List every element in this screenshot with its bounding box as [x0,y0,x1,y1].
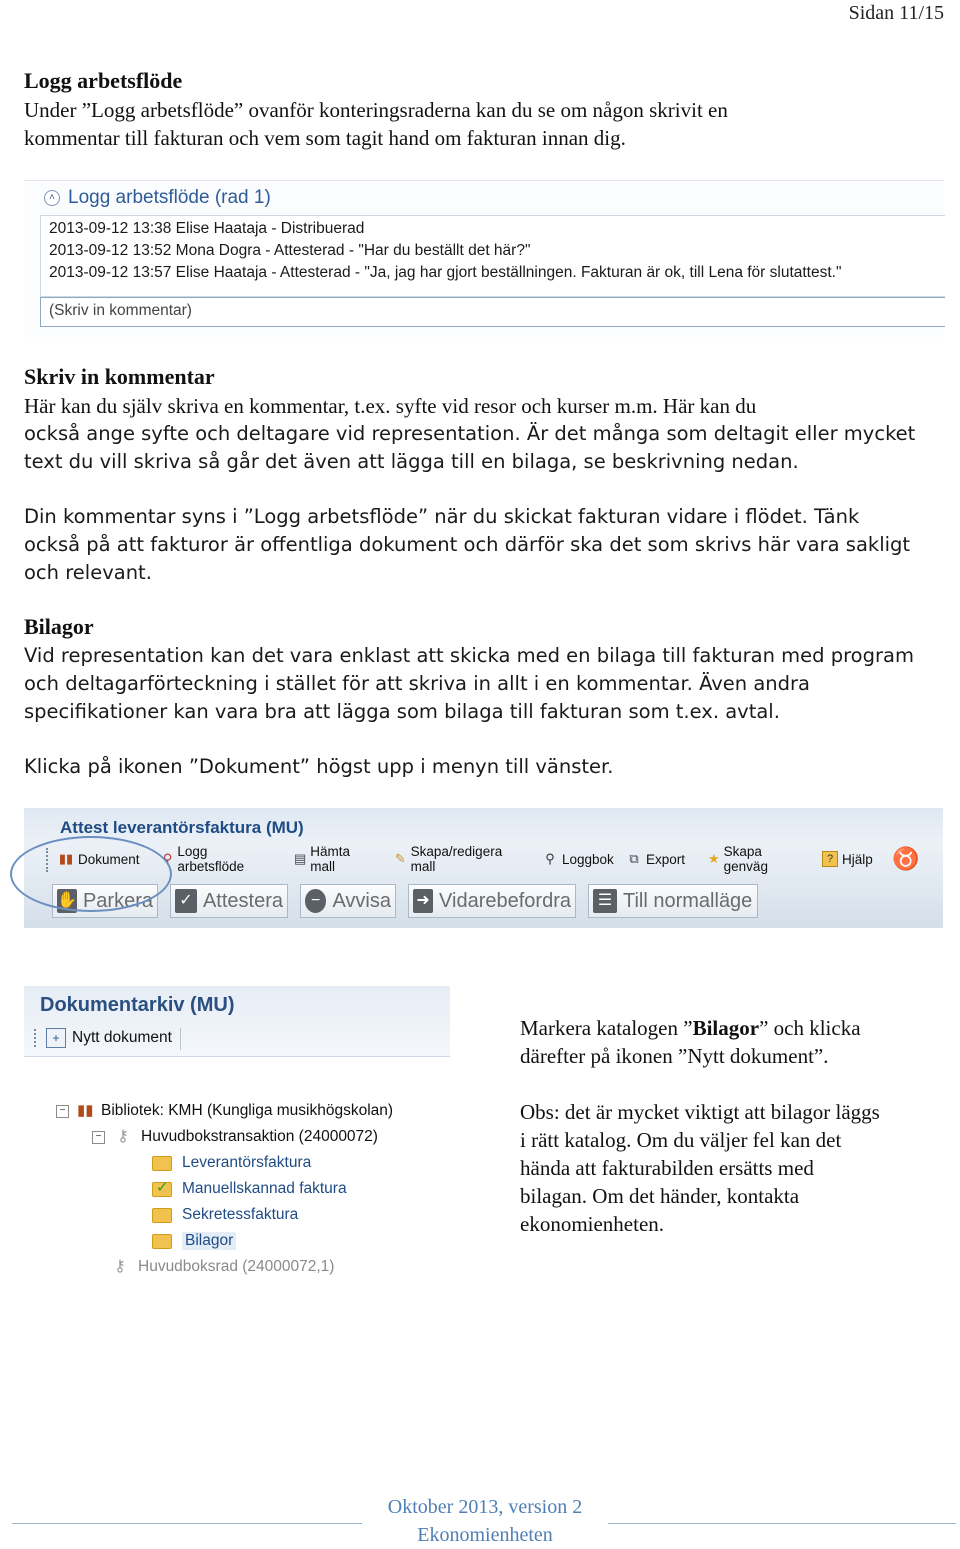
side-note-line: i rätt katalog. Om du väljer fel kan det [520,1128,842,1152]
list-icon: ☰ [593,889,617,913]
books-icon: ▮▮ [58,851,74,866]
normallage-button[interactable] [588,884,758,918]
side-note-line: därefter på ikonen ”Nytt dokument”. [520,1044,829,1068]
instruction-text: Klicka på ikonen ”Dokument” högst upp i menyn till vänster. [24,755,614,778]
menu-label: Hämta mall [310,844,351,874]
collapse-icon[interactable]: − [56,1105,69,1118]
page-number: Sidan 11/15 [848,2,944,24]
folder-label: Sekretessfaktura [182,1206,299,1223]
side-note-1 [520,1014,950,1070]
collapse-icon[interactable]: − [92,1131,105,1144]
folder-label: Leverantörsfaktura [182,1154,312,1171]
text-line: Vid representation kan det vara enklast att skicka med en bilaga till fakturan med program [24,644,914,667]
folder-label: Manuellskannad faktura [182,1180,347,1197]
tree-folder-sekretessfaktura[interactable] [152,1206,298,1224]
section-heading-comment: Skriv in kommentar [24,364,215,389]
section-heading-log: Logg arbetsflöde [24,68,183,93]
check-icon: ✓ [175,889,197,913]
menu-item-logg[interactable] [162,846,249,872]
forward-icon: ➜ [413,889,433,913]
menu-item-export[interactable] [626,846,685,872]
avvisa-button[interactable] [300,884,396,918]
footer-divider-left [12,1523,362,1524]
log-entry: 2013-09-12 13:52 Mona Dogra - Attesterad - "Har du beställt det här?" [49,242,531,259]
tree-folder-leverantorsfaktura[interactable] [152,1154,311,1172]
attestera-button[interactable] [170,884,288,918]
menu-label: Hjälp [842,851,873,867]
tree-row[interactable] [110,1258,334,1276]
tree-ledger-label: Huvudbokstransaktion (24000072) [141,1128,378,1145]
section-text-comment-2 [24,503,910,587]
section-heading-attachments: Bilagor [24,614,94,639]
window-title: Attest leverantörsfaktura (MU) [60,818,304,837]
text-line: också på att fakturor är offentliga dokument och därför ska det som skrivs här vara sakligt [24,533,911,556]
side-note-line: hända att fakturabilden ersätts med [520,1156,814,1180]
tree-library-label: Bibliotek: KMH (Kungliga musikhögskolan) [101,1102,394,1119]
hand-icon: ✋ [57,889,77,913]
folder-label: Bilagor [182,1232,236,1250]
comment-placeholder: (Skriv in kommentar) [49,302,192,319]
side-note-line: ekonomienheten. [520,1212,665,1236]
tree-library[interactable] [56,1102,393,1120]
log-panel-screenshot [24,180,944,337]
text-line: Under ”Logg arbetsflöde” ovanför konteringsraderna kan du se om någon skrivit en [24,98,728,122]
pencil-icon: ✎ [394,851,406,866]
collapse-icon[interactable]: ˄ [44,190,60,206]
log-panel-title: Logg arbetsflöde (rad 1) [68,187,271,208]
button-label: Till normalläge [623,889,753,912]
vidarebefordra-button[interactable] [408,884,576,918]
minus-icon: − [305,889,326,913]
text-line: och relevant. [24,561,152,584]
footer-department: Ekonomienheten [417,1524,553,1546]
text-line: kommentar till fakturan och vem som tagit hand om fakturan innan dig. [24,126,626,150]
text-line: specifikationer kan vara bra att lägga som bilaga till fakturan som t.ex. avtal. [24,700,780,723]
footer-version: Oktober 2013, version 2 [387,1496,583,1518]
text-span: ” och klicka [759,1016,861,1040]
books-icon: ▮▮ [77,1102,94,1119]
tree-row-label: Huvudboksrad (24000072,1) [138,1258,335,1275]
text-span: Markera katalogen ” [520,1016,693,1040]
menu-item-genvag[interactable] [708,846,772,872]
folder-icon [152,1156,172,1171]
section-text-attachments [24,642,914,726]
menu-item-hamta-mall[interactable] [294,846,354,872]
toolbar-grip [34,1029,38,1047]
section-text-comment [24,392,915,476]
menu-label: Skapa genväg [723,844,768,874]
archive-title: Dokumentarkiv (MU) [40,994,235,1016]
key-icon: ⚷ [114,1258,126,1275]
menu-label: Loggbok [562,851,614,867]
text-line: också ange syfte och deltagare vid representation. Är det många som deltagit eller mycket [24,422,916,445]
text-line: Här kan du själv skriva en kommentar, t.ex. syfte vid resor och kurser m.m. Här kan du [24,394,757,418]
new-document-label: Nytt dokument [72,1029,172,1046]
new-document-icon: + [46,1028,66,1048]
bold-text: Bilagor [692,1016,760,1040]
help-icon: ? [822,851,838,867]
button-label: Vidarebefordra [439,889,571,912]
side-note-line: Obs: det är mycket viktigt att bilagor läggs [520,1100,880,1124]
log-entries-box [40,215,945,297]
menu-label: Dokument [78,851,140,867]
archive-header [24,986,450,1057]
menu-label: Logg arbetsflöde [177,844,245,874]
export-icon: ⧉ [629,851,639,866]
side-note-2 [520,1098,950,1238]
side-note-line [520,1014,950,1042]
key-icon: ⚷ [117,1128,129,1145]
menu-item-skapa-mall[interactable] [394,846,506,872]
toolbar-separator [180,1028,181,1050]
log-entry: 2013-09-12 13:57 Elise Haataja - Attesterad - "Ja, jag har gjort beställningen. Fakturan är ok, till Lena för slutattest." [49,264,842,281]
text-line: Din kommentar syns i ”Logg arbetsflöde” när du skickat fakturan vidare i flödet. Tänk [24,505,860,528]
text-line: och deltagarförteckning i stället för att skriva in allt i en kommentar. Även andra [24,672,811,695]
template-icon: ▤ [294,851,307,866]
menu-label: Skapa/redigera mall [410,844,503,874]
checked-folder-icon: ✓ [152,1182,172,1197]
button-label: Avvisa [332,889,391,912]
side-note-line: bilagan. Om det händer, kontakta [520,1184,800,1208]
menu-label: Export [646,851,686,867]
tree-ledger[interactable] [92,1128,378,1146]
tree-folder-bilagor[interactable] [152,1232,236,1250]
section-text-log [24,96,728,152]
menu-item-hjalp[interactable] [822,846,873,872]
button-label: Parkera [82,889,153,912]
highlight-ellipse [10,836,172,912]
menu-item-loggbok[interactable] [542,846,614,872]
bull-logo-icon: ♉ [892,846,920,871]
folder-icon [152,1234,172,1249]
new-document-button[interactable] [34,1028,172,1048]
magnifier-icon: ⚲ [545,851,555,866]
document-archive-screenshot [24,986,450,1294]
magnifier-icon: ⚲ [162,851,173,866]
star-icon: ★ [708,851,720,866]
log-entry: 2013-09-12 13:38 Elise Haataja - Distribuerad [49,220,365,237]
text-line: text du vill skriva så går det även att lägga till en bilaga, se beskrivning nedan. [24,450,799,473]
button-label: Attestera [202,889,283,912]
comment-input[interactable] [40,297,945,327]
folder-icon [152,1208,172,1223]
tree-folder-manuellskannad[interactable] [152,1180,347,1198]
footer-divider-right [608,1523,956,1524]
